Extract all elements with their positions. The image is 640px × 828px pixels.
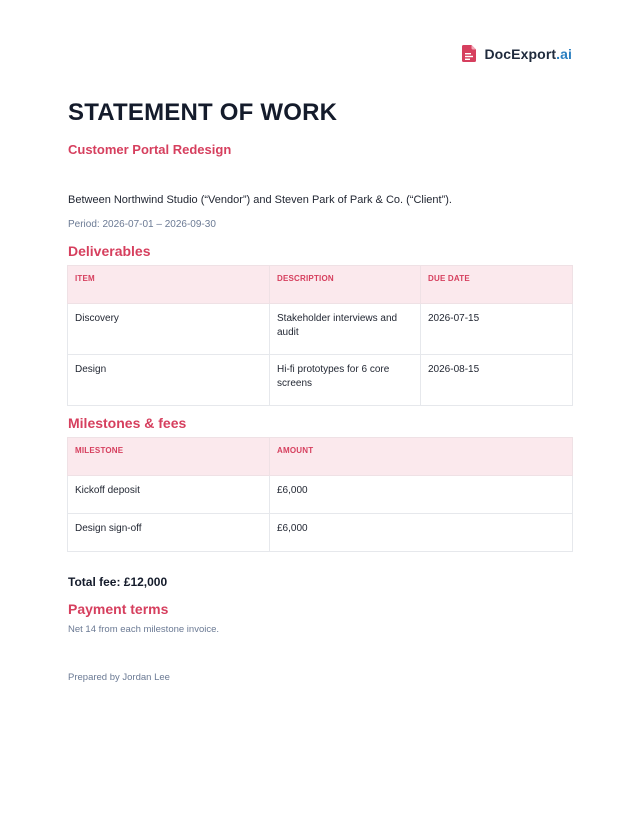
brand-name: DocExport.ai	[484, 45, 572, 62]
document-icon	[462, 45, 476, 62]
milestone-cell: Kickoff deposit	[68, 476, 270, 514]
table-row	[68, 514, 573, 552]
column-header-due-date: DUE DATE	[421, 266, 573, 304]
amount-cell: £6,000	[270, 514, 573, 552]
deliverables-heading: Deliverables	[68, 243, 151, 259]
milestones-heading: Milestones & fees	[68, 415, 187, 431]
due-date-cell: 2026-07-15	[421, 304, 573, 355]
milestone-cell: Design sign-off	[68, 514, 270, 552]
document-subtitle: Customer Portal Redesign	[68, 142, 232, 157]
deliverables-table	[67, 265, 573, 406]
item-cell: Design	[68, 355, 270, 406]
payment-terms-heading: Payment terms	[68, 601, 169, 617]
table-row	[68, 355, 573, 406]
period-range: Period: 2026-07-01 – 2026-09-30	[68, 219, 216, 230]
table-row	[68, 304, 573, 355]
brand-logo	[462, 45, 572, 62]
due-date-cell: 2026-08-15	[421, 355, 573, 406]
column-header-milestone: MILESTONE	[68, 438, 270, 476]
parties-statement: Between Northwind Studio (“Vendor”) and Steven Park of Park & Co. (“Client”).	[68, 194, 452, 206]
payment-terms-text: Net 14 from each milestone invoice.	[68, 624, 220, 635]
column-header-item: ITEM	[68, 266, 270, 304]
amount-cell: £6,000	[270, 476, 573, 514]
total-fee: Total fee: £12,000	[68, 575, 168, 589]
description-cell: Stakeholder interviews and audit	[270, 304, 421, 355]
milestones-table	[67, 437, 573, 552]
table-row	[68, 476, 573, 514]
column-header-amount: AMOUNT	[270, 438, 573, 476]
table-header-row	[68, 266, 573, 304]
document-title: STATEMENT OF WORK	[68, 99, 338, 126]
table-header-row	[68, 438, 573, 476]
item-cell: Discovery	[68, 304, 270, 355]
prepared-by: Prepared by Jordan Lee	[68, 672, 170, 683]
brand-tld: .ai	[556, 45, 572, 62]
description-cell: Hi-fi prototypes for 6 core screens	[270, 355, 421, 406]
column-header-description: DESCRIPTION	[270, 266, 421, 304]
